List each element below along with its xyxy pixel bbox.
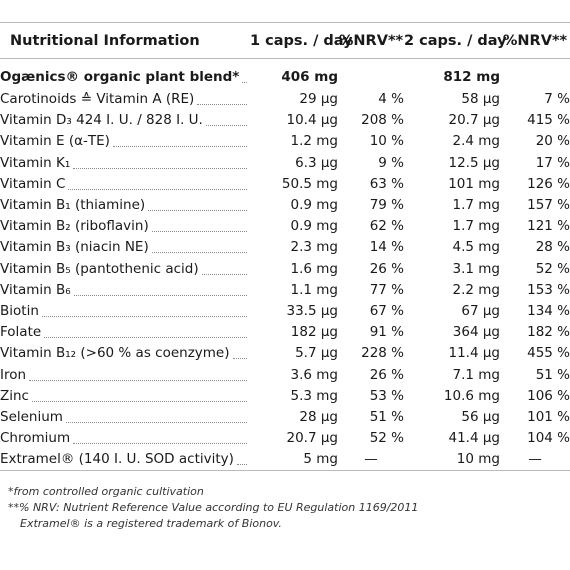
dose-2-caps-value: 12.5 µg	[448, 154, 500, 171]
dose-1-caps-value: 1.2 mg	[290, 133, 338, 150]
dose-2-caps-value: 812 mg	[443, 68, 500, 85]
dotted-leader	[197, 103, 247, 105]
dose-1-caps-value: 29 µg	[299, 91, 338, 108]
nutrient-name: Vitamin B₁₂ (>60 % as coenzyme)	[0, 345, 230, 362]
nutrient-name: Vitamin B₅ (pantothenic acid)	[0, 260, 199, 277]
dotted-leader	[42, 315, 247, 317]
nutrient-name-cell	[0, 428, 250, 449]
table-row	[0, 364, 570, 385]
dose-2-caps-value: 2.4 mg	[452, 133, 500, 150]
dose-2-caps-value: 58 µg	[461, 91, 500, 108]
nrv-1-value: 10 %	[369, 133, 404, 150]
nrv-2-value: 52 %	[535, 260, 570, 277]
dose-2-caps-value: 67 µg	[461, 302, 500, 319]
nutrient-name: Iron	[0, 366, 27, 383]
table-row	[0, 195, 570, 216]
dotted-leader	[73, 442, 247, 444]
nrv-2-value: —	[500, 449, 570, 471]
dose-2-caps-value: 3.1 mg	[452, 260, 500, 277]
dose-2-caps-value: 1.7 mg	[452, 218, 500, 235]
dose-1-caps-value: 33.5 µg	[286, 302, 338, 319]
dose-1-caps-value: 10.4 µg	[286, 112, 338, 129]
nutrient-name: Selenium	[0, 408, 63, 425]
nutrient-name-cell	[0, 216, 250, 237]
nutrient-name-cell	[0, 259, 250, 280]
nrv-2-value: 28 %	[535, 239, 570, 256]
nutrient-name-cell	[0, 153, 250, 174]
dotted-leader	[44, 336, 247, 338]
nrv-2-value: 134 %	[527, 302, 570, 319]
dotted-leader	[202, 273, 247, 275]
nutrient-name-cell	[0, 195, 250, 216]
dose-1-caps-value: 406 mg	[281, 68, 338, 85]
table-row	[0, 449, 570, 471]
nutrient-name: Carotinoids ≙ Vitamin A (RE)	[0, 91, 195, 108]
nrv-1-value: 51 %	[369, 408, 404, 425]
nutrition-table	[0, 22, 570, 471]
nrv-2-value: 51 %	[535, 366, 570, 383]
nutrient-name-cell	[0, 89, 250, 110]
nutrient-name-cell	[0, 322, 250, 343]
nutrient-name: Vitamin C	[0, 175, 66, 192]
nrv-2-value: 121 %	[527, 218, 570, 235]
nutrient-name-cell	[0, 131, 250, 152]
nrv-1-value: 62 %	[369, 218, 404, 235]
dotted-leader	[152, 251, 247, 253]
dotted-leader	[206, 124, 247, 126]
nrv-1-value: 91 %	[369, 324, 404, 341]
nutrient-name-cell	[0, 407, 250, 428]
footnote-marker: *	[8, 485, 14, 498]
nrv-1-value: 77 %	[369, 281, 404, 298]
nrv-1-value: 79 %	[369, 197, 404, 214]
nrv-2-value: 7 %	[544, 91, 570, 108]
nutrient-name-cell	[0, 59, 250, 90]
nutrient-name: Extramel® (140 I. U. SOD activity)	[0, 451, 234, 468]
nrv-1-value	[338, 59, 404, 90]
nutrient-name-cell	[0, 280, 250, 301]
dotted-leader	[32, 400, 247, 402]
table-row	[0, 343, 570, 364]
table-header-row	[0, 23, 570, 59]
footnote-trademark	[8, 516, 563, 532]
nutrient-name: Chromium	[0, 430, 71, 447]
dose-2-caps-value: 11.4 µg	[448, 345, 500, 362]
dose-1-caps-value: 50.5 mg	[281, 175, 338, 192]
table-row	[0, 153, 570, 174]
dose-1-caps-value: 0.9 mg	[290, 218, 338, 235]
nrv-2-value: 101 %	[527, 408, 570, 425]
nrv-1-value: 228 %	[361, 345, 404, 362]
table-row	[0, 322, 570, 343]
dose-2-caps-value: 41.4 µg	[448, 430, 500, 447]
header-nrv-1: %NRV**	[338, 23, 404, 59]
dotted-leader	[242, 81, 247, 83]
nrv-1-value: —	[338, 449, 404, 471]
table-row	[0, 259, 570, 280]
nutrient-name-cell	[0, 301, 250, 322]
header-nrv-2: %NRV**	[500, 23, 570, 59]
nrv-1-value: 9 %	[378, 154, 404, 171]
nutrient-name: Ogænics® organic plant blend*	[0, 68, 240, 85]
nutrient-name: Biotin	[0, 302, 39, 319]
dose-1-caps-value: 1.6 mg	[290, 260, 338, 277]
nutrient-name-cell	[0, 364, 250, 385]
dotted-leader	[237, 463, 247, 465]
table-row	[0, 301, 570, 322]
footnote-text: from controlled organic cultivation	[13, 485, 204, 498]
dose-2-caps-value: 364 µg	[452, 324, 500, 341]
dose-1-caps-value: 1.1 mg	[290, 281, 338, 298]
dose-2-caps-value: 1.7 mg	[452, 197, 500, 214]
table-row	[0, 428, 570, 449]
nutrient-name-cell	[0, 237, 250, 258]
dose-2-caps-value: 7.1 mg	[452, 366, 500, 383]
dose-2-caps-value: 56 µg	[461, 408, 500, 425]
table-row	[0, 407, 570, 428]
nutrient-name: Vitamin B₃ (niacin NE)	[0, 239, 149, 256]
dose-1-caps-value: 3.6 mg	[290, 366, 338, 383]
dose-2-caps-value: 20.7 µg	[448, 112, 500, 129]
nrv-2-value	[500, 59, 570, 90]
footnote-organic	[8, 484, 563, 500]
footnote-text: % NRV: Nutrient Reference Value according to EU Regulation 1169/2011	[19, 501, 419, 514]
dose-1-caps-value: 5.3 mg	[290, 387, 338, 404]
nrv-2-value: 455 %	[527, 345, 570, 362]
dose-1-caps-value: 5 mg	[250, 449, 338, 471]
table-row	[0, 216, 570, 237]
table-row	[0, 280, 570, 301]
nrv-1-value: 208 %	[361, 112, 404, 129]
dotted-leader	[74, 294, 247, 296]
nrv-2-value: 157 %	[527, 197, 570, 214]
dotted-leader	[68, 188, 247, 190]
dotted-leader	[29, 379, 247, 381]
nutrient-name-cell	[0, 343, 250, 364]
table-row	[0, 386, 570, 407]
dotted-leader	[66, 421, 247, 423]
dotted-leader	[152, 230, 247, 232]
nutrient-name: Zinc	[0, 387, 29, 404]
nrv-2-value: 126 %	[527, 175, 570, 192]
dose-2-caps-value: 2.2 mg	[452, 281, 500, 298]
dotted-leader	[148, 209, 247, 211]
footnotes	[8, 484, 563, 532]
footnote-marker: **	[8, 501, 19, 514]
footnote-text: Extramel® is a registered trademark of Bionov.	[20, 517, 282, 530]
nrv-2-value: 104 %	[527, 430, 570, 447]
dose-1-caps-value: 0.9 mg	[290, 197, 338, 214]
nrv-2-value: 20 %	[535, 133, 570, 150]
table-row	[0, 174, 570, 195]
header-nutritional-information: Nutritional Information	[0, 23, 250, 59]
header-dose-1-caps: 1 caps. / day	[250, 23, 338, 59]
nrv-1-value: 14 %	[369, 239, 404, 256]
dotted-leader	[113, 145, 247, 147]
dose-1-caps-value: 182 µg	[290, 324, 338, 341]
nutrient-name-cell	[0, 386, 250, 407]
nrv-2-value: 153 %	[527, 281, 570, 298]
nrv-1-value: 63 %	[369, 175, 404, 192]
nrv-2-value: 415 %	[527, 112, 570, 129]
table-row	[0, 237, 570, 258]
nutrient-name: Vitamin K₁	[0, 154, 71, 171]
dotted-leader	[233, 357, 248, 359]
nrv-1-value: 26 %	[369, 366, 404, 383]
nrv-1-value: 52 %	[369, 430, 404, 447]
nrv-2-value: 182 %	[527, 324, 570, 341]
nrv-2-value: 17 %	[535, 154, 570, 171]
nutrient-name: Vitamin B₂ (riboflavin)	[0, 218, 149, 235]
nutrient-name: Folate	[0, 324, 42, 341]
table-row	[0, 89, 570, 110]
dose-2-caps-value: 4.5 mg	[452, 239, 500, 256]
dose-2-caps-value: 10.6 mg	[443, 387, 500, 404]
nutrient-name: Vitamin E (α-TE)	[0, 133, 110, 150]
table-row	[0, 110, 570, 131]
nutrition-table-wrap	[0, 22, 570, 471]
dose-2-caps-value: 101 mg	[448, 175, 500, 192]
table-row	[0, 131, 570, 152]
table-body	[0, 59, 570, 471]
dose-2-caps-value: 10 mg	[404, 449, 500, 471]
nrv-1-value: 53 %	[369, 387, 404, 404]
dose-1-caps-value: 28 µg	[299, 408, 338, 425]
dose-1-caps-value: 20.7 µg	[286, 430, 338, 447]
nutrient-name: Vitamin B₁ (thiamine)	[0, 197, 146, 214]
nrv-1-value: 26 %	[369, 260, 404, 277]
nutrient-name-cell	[0, 449, 250, 471]
header-dose-2-caps: 2 caps. / day	[404, 23, 500, 59]
dose-1-caps-value: 5.7 µg	[295, 345, 338, 362]
nutrient-name-cell	[0, 110, 250, 131]
dose-1-caps-value: 2.3 mg	[290, 239, 338, 256]
nutrient-name: Vitamin D₃ 424 I. U. / 828 I. U.	[0, 112, 203, 129]
nrv-1-value: 67 %	[369, 302, 404, 319]
dotted-leader	[73, 167, 247, 169]
dose-1-caps-value: 6.3 µg	[295, 154, 338, 171]
nutrient-name-cell	[0, 174, 250, 195]
nrv-2-value: 106 %	[527, 387, 570, 404]
nutrient-name: Vitamin B₆	[0, 281, 71, 298]
table-row	[0, 59, 570, 90]
nrv-1-value: 4 %	[378, 91, 404, 108]
footnote-nrv	[8, 500, 563, 516]
